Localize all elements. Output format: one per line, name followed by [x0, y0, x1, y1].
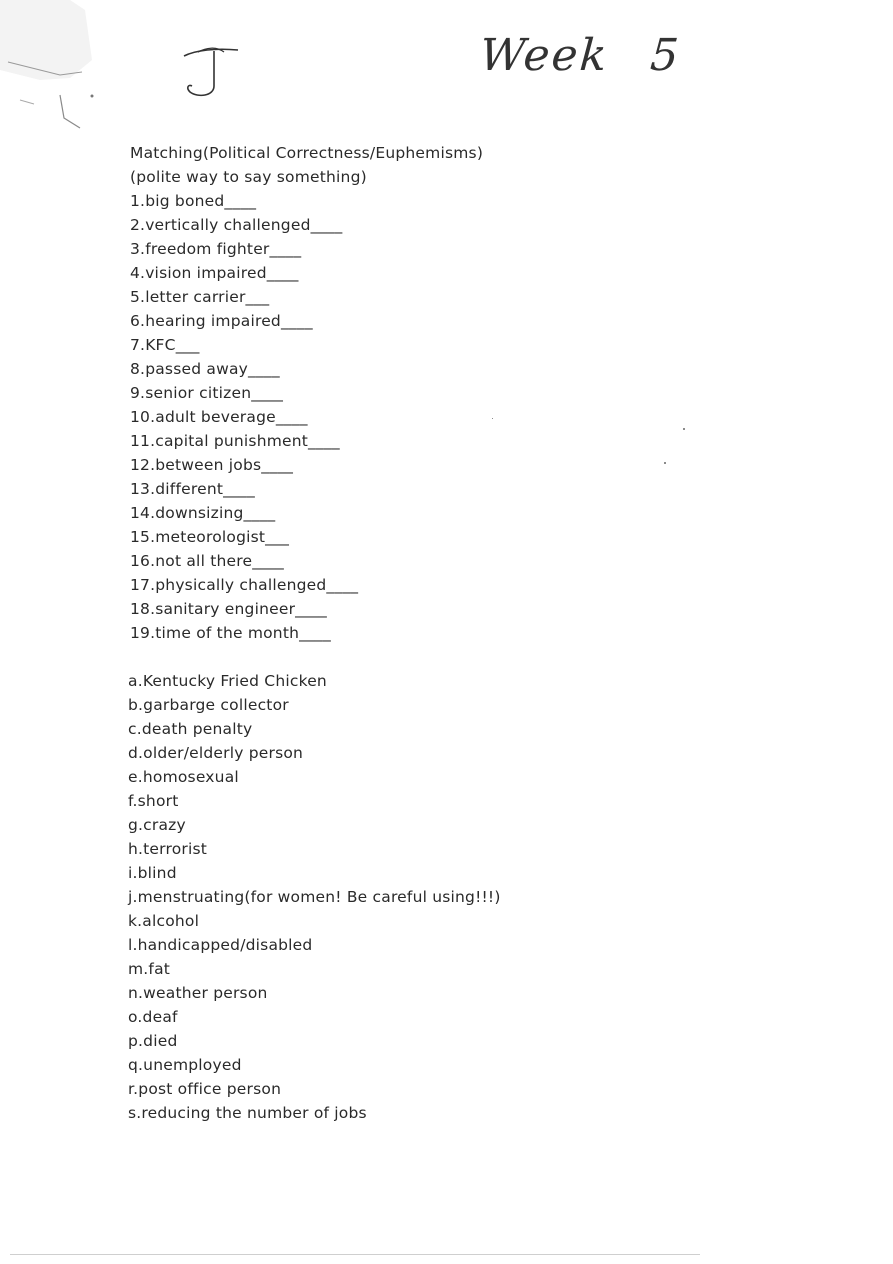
answer-item: f.short — [128, 792, 179, 810]
term-item: 13.different____ — [130, 480, 255, 498]
term-item: 16.not all there____ — [130, 552, 285, 570]
term-item: 4.vision impaired____ — [130, 264, 299, 282]
exercise-title: Matching(Political Correctness/Euphemisms) — [130, 144, 484, 162]
exercise-subtitle: (polite way to say something) — [130, 168, 367, 186]
scan-artifact — [0, 0, 110, 140]
answer-item: e.homosexual — [128, 768, 239, 786]
answer-item: h.terrorist — [128, 840, 208, 858]
term-item: 10.adult beverage____ — [130, 408, 308, 426]
answer-item: n.weather person — [128, 984, 268, 1002]
term-item: 1.big boned____ — [130, 192, 257, 210]
scan-speck — [492, 418, 493, 419]
answer-item: b.garbarge collector — [128, 696, 289, 714]
term-item: 14.downsizing____ — [130, 504, 276, 522]
term-item: 5.letter carrier___ — [130, 288, 270, 306]
initial-text: J — [176, 42, 177, 43]
week-label — [478, 30, 682, 81]
term-item: 8.passed away____ — [130, 360, 280, 378]
answers-list — [128, 669, 730, 1125]
answer-item: m.fat — [128, 960, 171, 978]
answer-item: k.alcohol — [128, 912, 200, 930]
scan-speck — [664, 462, 666, 464]
term-item: 18.sanitary engineer____ — [130, 600, 327, 618]
matching-exercise — [130, 141, 730, 1125]
term-item: 6.hearing impaired____ — [130, 312, 313, 330]
handwritten-initial — [176, 42, 246, 102]
term-item: 15.meteorologist___ — [130, 528, 290, 546]
term-item: 7.KFC___ — [130, 336, 200, 354]
answer-item: s.reducing the number of jobs — [128, 1104, 367, 1122]
answer-item: c.death penalty — [128, 720, 253, 738]
term-item: 9.senior citizen____ — [130, 384, 284, 402]
week-number: 5 — [648, 30, 683, 81]
answer-item: q.unemployed — [128, 1056, 242, 1074]
answer-item: a.Kentucky Fried Chicken — [128, 672, 327, 690]
answer-item: g.crazy — [128, 816, 186, 834]
term-item: 11.capital punishment____ — [130, 432, 340, 450]
answer-item: r.post office person — [128, 1080, 282, 1098]
section-spacer — [130, 645, 730, 669]
answer-item: p.died — [128, 1032, 178, 1050]
scan-edge-line — [10, 1254, 700, 1255]
answer-item: d.older/elderly person — [128, 744, 304, 762]
term-item: 17.physically challenged____ — [130, 576, 359, 594]
term-item: 12.between jobs____ — [130, 456, 294, 474]
week-word: Week — [478, 30, 611, 81]
answer-item: l.handicapped/disabled — [128, 936, 313, 954]
answer-item: o.deaf — [128, 1008, 178, 1026]
scan-speck — [683, 428, 685, 430]
term-item: 3.freedom fighter____ — [130, 240, 302, 258]
answer-item: i.blind — [128, 864, 177, 882]
term-item: 2.vertically challenged____ — [130, 216, 343, 234]
terms-list — [130, 189, 730, 645]
answer-item: j.menstruating(for women! Be careful using!!!) — [128, 888, 501, 906]
term-item: 19.time of the month____ — [130, 624, 331, 642]
